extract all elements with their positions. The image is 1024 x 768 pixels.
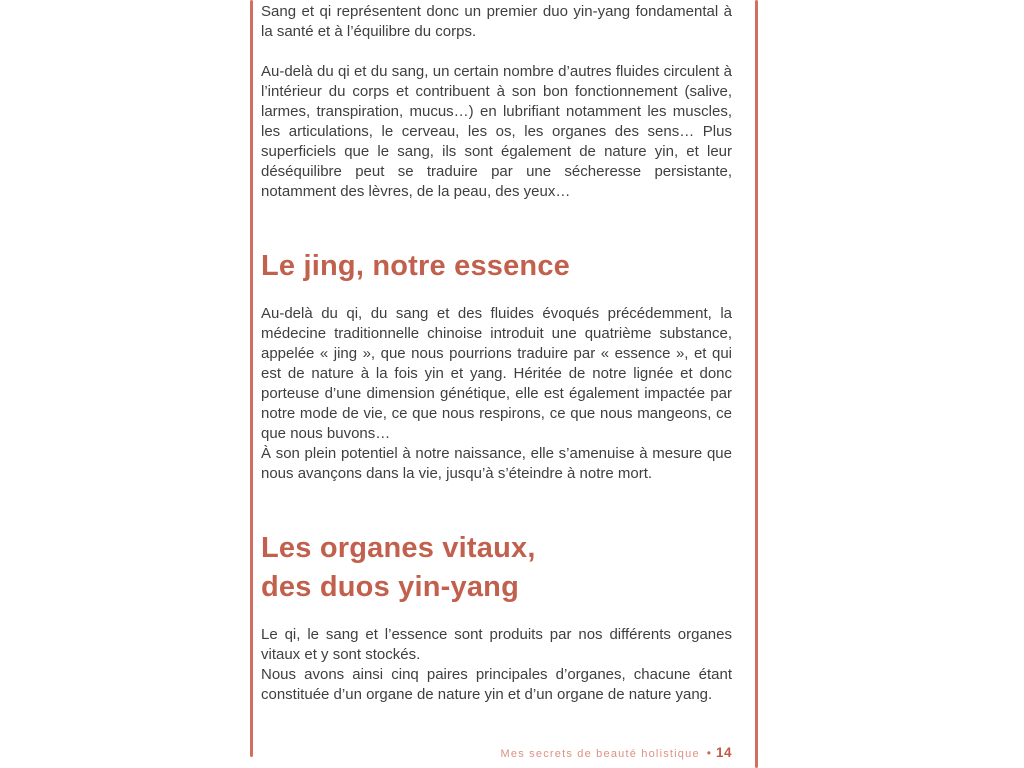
right-margin-rule bbox=[755, 0, 758, 768]
section-heading-organes bbox=[261, 529, 732, 607]
page-number: 14 bbox=[715, 745, 732, 760]
heading-organes-line-1: Les organes vitaux, bbox=[261, 532, 536, 564]
section-heading-jing: Le jing, notre essence bbox=[261, 250, 570, 282]
page-footer bbox=[501, 744, 732, 762]
intro-paragraph-2: Au-delà du qi et du sang, un certain nombre d’autres fluides circulent à l’intérieur du corps et contribuent à son bon fonctionnement (salive, larmes, transpiration, mucus…) en lubrifiant notamment les muscles, les articulations, le cerveau, les os, les organes des sens… Plus superficiels que le sang, ils sont également de nature yin, et leur déséquilibre peut se traduire par une sécheresse persistante, notamment des lèvres, de la peau, des yeux… bbox=[261, 63, 732, 200]
jing-paragraph-2: À son plein potentiel à notre naissance, elle s’amenuise à mesure que nous avançons dans la vie, jusqu’à s’éteindre à notre mort. bbox=[261, 445, 732, 482]
jing-paragraph-1: Au-delà du qi, du sang et des fluides évoqués précédemment, la médecine traditionnelle chinoise introduit une quatrième substance, appelée « jing », que nous pourrions traduire par « essence », et qui est de nature à la fois yin et yang. Héritée de notre lignée et donc porteuse d’une dimension génétique, elle est également impactée par notre mode de vie, ce que nous respirons, ce que nous mangeons, ce que nous buvons… bbox=[261, 305, 732, 442]
footer-bullet-separator: • bbox=[706, 746, 711, 760]
page-content bbox=[261, 0, 732, 705]
running-book-title: Mes secrets de beauté holistique bbox=[500, 748, 700, 760]
organes-paragraph-2: Nous avons ainsi cinq paires principales d’organes, chacune étant constituée d’un organe de nature yin et d’un organe de nature yang. bbox=[261, 666, 732, 703]
intro-paragraph-1: Sang et qi représentent donc un premier duo yin-yang fondamental à la santé et à l’équilibre du corps. bbox=[261, 3, 732, 40]
organes-paragraph-1: Le qi, le sang et l’essence sont produits par nos différents organes vitaux et y sont stockés. bbox=[261, 626, 732, 663]
heading-organes-line-2: des duos yin-yang bbox=[261, 571, 519, 603]
left-margin-rule bbox=[250, 0, 253, 757]
